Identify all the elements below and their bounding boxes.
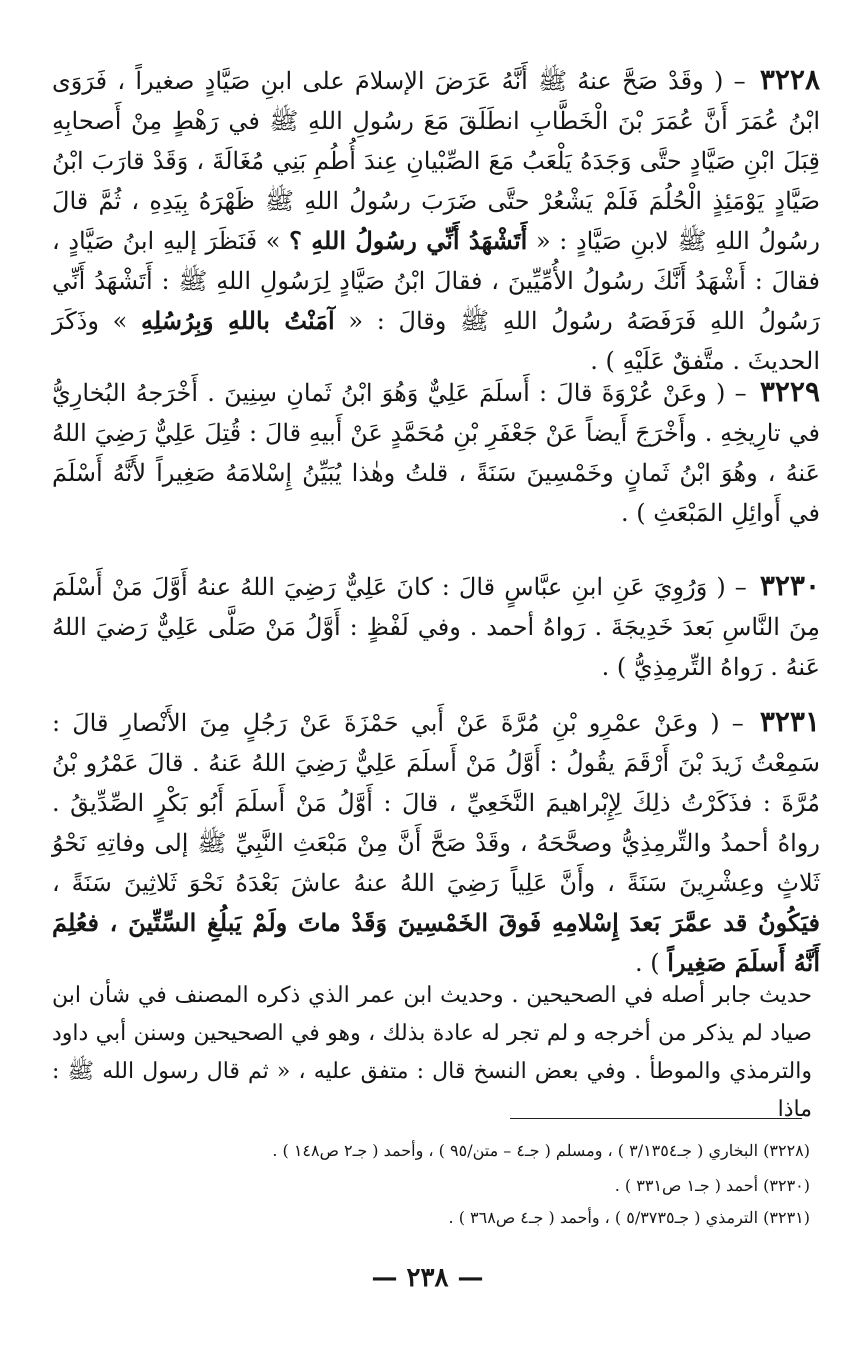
hadith-3229 (52, 372, 820, 533)
hadith-number: ٣٢٢٩ (759, 375, 820, 408)
hadith-number: ٣٢٢٨ (759, 63, 820, 96)
hadith-text: ) . (635, 949, 660, 977)
page-number: — ٢٣٨ — (371, 1263, 484, 1293)
hadith-text: » فَنَظَرَ إليهِ ابنُ صَيَّادٍ ، فقالَ : أَشْهَدُ أَنَّكَ رسُولُ الأُمِّيِّينَ ، فقالَ ابْنُ صَيَّادٍ لِرَسُولِ اللهِ ﷺ : أَتَشْهَدُ أَنِّي رَسُولُ اللهِ فَرَفَصَهُ رسُولُ اللهِ ﷺ وقالَ : « (52, 227, 820, 335)
hadith-quote: أَتَشْهَدُ أَنِّي رسُولُ اللهِ ؟ (289, 226, 528, 255)
hadith-3230 (52, 566, 820, 687)
footnote: (٣٢٣٠) أحمد ( جـ١ ص٣٣١ ) . (614, 1176, 810, 1195)
hadith-3228 (52, 60, 820, 381)
footnote-divider (510, 1118, 802, 1119)
hadith-quote: آمَنْتُ باللهِ وَبِرُسُلِهِ (141, 306, 335, 335)
hadith-3231 (52, 702, 820, 983)
hadith-text: – ( وَرُوِيَ عَنِ ابنِ عبَّاسٍ قالَ : كانَ عَلِيٌّ رَضِيَ اللهُ عنهُ أَوَّلَ مَنْ أَسْلَمَ مِنَ النَّاسِ بَعدَ خَدِيجَةَ . رَواهُ أحمد . وفي لَفْظٍ : أَوَّلُ مَنْ صَلَّى عَلِيٌّ رَضيَ اللهُ عَنهُ . رَواهُ التِّرمِذِيُّ ) . (52, 573, 820, 681)
hadith-emphasis: فيَكُونُ قد عمَّرَ بَعدَ إِسْلامِهِ فَوقَ الخَمْسِينَ وَقَدْ ماتَ ولَمْ يَبلُغِ السِّتِّينَ ، فعُلِمَ أَنَّهُ أَسلَمَ صَغِيراً (52, 908, 820, 977)
hadith-text: – ( وعَنْ عمْرِو بْنِ مُرَّةَ عَنْ أَبي حَمْزَةَ عَنْ رَجُلٍ مِنَ الأَنْصارِ قالَ : سَمِعْتُ زَيدَ بْنَ أَرْقَمَ يقُولُ : أَوَّلُ مَنْ أَسلَمَ عَلِيٌّ رَضِيَ اللهُ عَنهُ . قالَ عَمْرُو بْنُ مُرَّةَ : فذَكَرْتُ ذلِكَ لِإِبْراهيمَ النَّخَعِيِّ ، قالَ : أَوَّلُ مَنْ أَسلَمَ أَبُو بَكْرٍ الصِّدِّيقُ . رواهُ أحمدُ والتِّرمِذِيُّ وصحَّحَهُ ، وقَدْ صَحَّ أَنَّ مِنْ مَبْعَثِ النَّبِيِّ ﷺ إلى وفاتِهِ نَحْوُ ثَلاثٍ وعِشْرِينَ سَنَةً ، وأَنَّ عَلِياً رَضِيَ اللهُ عنهُ عاشَ بَعْدَهُ نَحْوَ ثَلاثِينَ سَنَةً ، (52, 709, 820, 897)
hadith-text: – ( وقَدْ صَحَّ عنهُ ﷺ أَنَّهُ عَرَضَ الإسلامَ على ابنِ صَيَّادٍ صغيراً ، فَرَوَى ابْنُ عُمَرَ أَنَّ عُمَرَ بْنَ الْخَطَّابِ انطَلَقَ مَعَ رسُولِ اللهِ ﷺ في رَهْطٍ مِنْ أَصحابِهِ قِبَلَ ابْنِ صَيَّادٍ حتَّى وَجَدَهُ يَلْعَبُ مَعَ الصِّبْيانِ عِندَ أُطُمِ بَنِي مُغَالَةَ ، وَقَدْ قارَبَ ابْنُ صَيَّادٍ يَوْمَئِذٍ الْحُلُمَ فَلَمْ يَشْعُرْ حتَّى ضَرَبَ رسُولُ اللهِ ﷺ ظَهْرَهُ بِيَدِهِ ، ثُمَّ قالَ رسُولُ اللهِ ﷺ لابنِ صَيَّادٍ : « (52, 67, 821, 255)
hadith-number: ٣٢٣٠ (759, 569, 820, 602)
hadith-number: ٣٢٣١ (759, 705, 820, 738)
hadith-text: » وذَكَرَ الحديثَ . متَّفقٌ عَلَيْهِ ) . (52, 307, 820, 375)
commentary-paragraph: حديث جابر أصله في الصحيحين . وحديث ابن عمر الذي ذكره المصنف في شأن ابن صياد لم يذكر من أخرجه و لم تجر له عادة بذلك ، وهو في الصحيحين وسنن أبي داود والترمذي والموطأ . وفي بعض النسخ قال : متفق عليه ، « ثم قال رسول الله ﷺ : ماذا (52, 983, 812, 1122)
footnote: (٣٢٣١) الترمذي ( جـ٥/٣٧٣٥ ) ، وأحمد ( جـ٤ ص٣٦٨ ) . (448, 1208, 810, 1227)
footnote: (٣٢٢٨) البخاري ( جـ٣/١٣٥٤ ) ، ومسلم ( جـ٤ – متن/٩٥ ) ، وأحمد ( جـ٢ ص١٤٨ ) . (272, 1141, 810, 1160)
hadith-text: – ( وعَنْ عُرْوَةَ قالَ : أَسلَمَ عَلِيٌّ وَهُوَ ابْنُ ثَمانِ سِنِينَ . أَخْرَجهُ البُخارِيُّ في تارِيخِهِ . وأَخْرَجَ أَيضاً عَنْ جَعْفَرِ بْنِ مُحَمَّدٍ عَنْ أَبيهِ قالَ : قُتِلَ عَلِيٌّ رَضِيَ اللهُ عَنهُ ، وهُوَ ابْنُ ثَمانٍ وخَمْسِينَ سَنَةً ، قلتُ وهٰذا يُبَيِّنُ إِسْلامَهُ صَغِيراً لأَنَّهُ أَسْلَمَ في أَوائِلِ المَبْعَثِ ) . (52, 379, 820, 527)
